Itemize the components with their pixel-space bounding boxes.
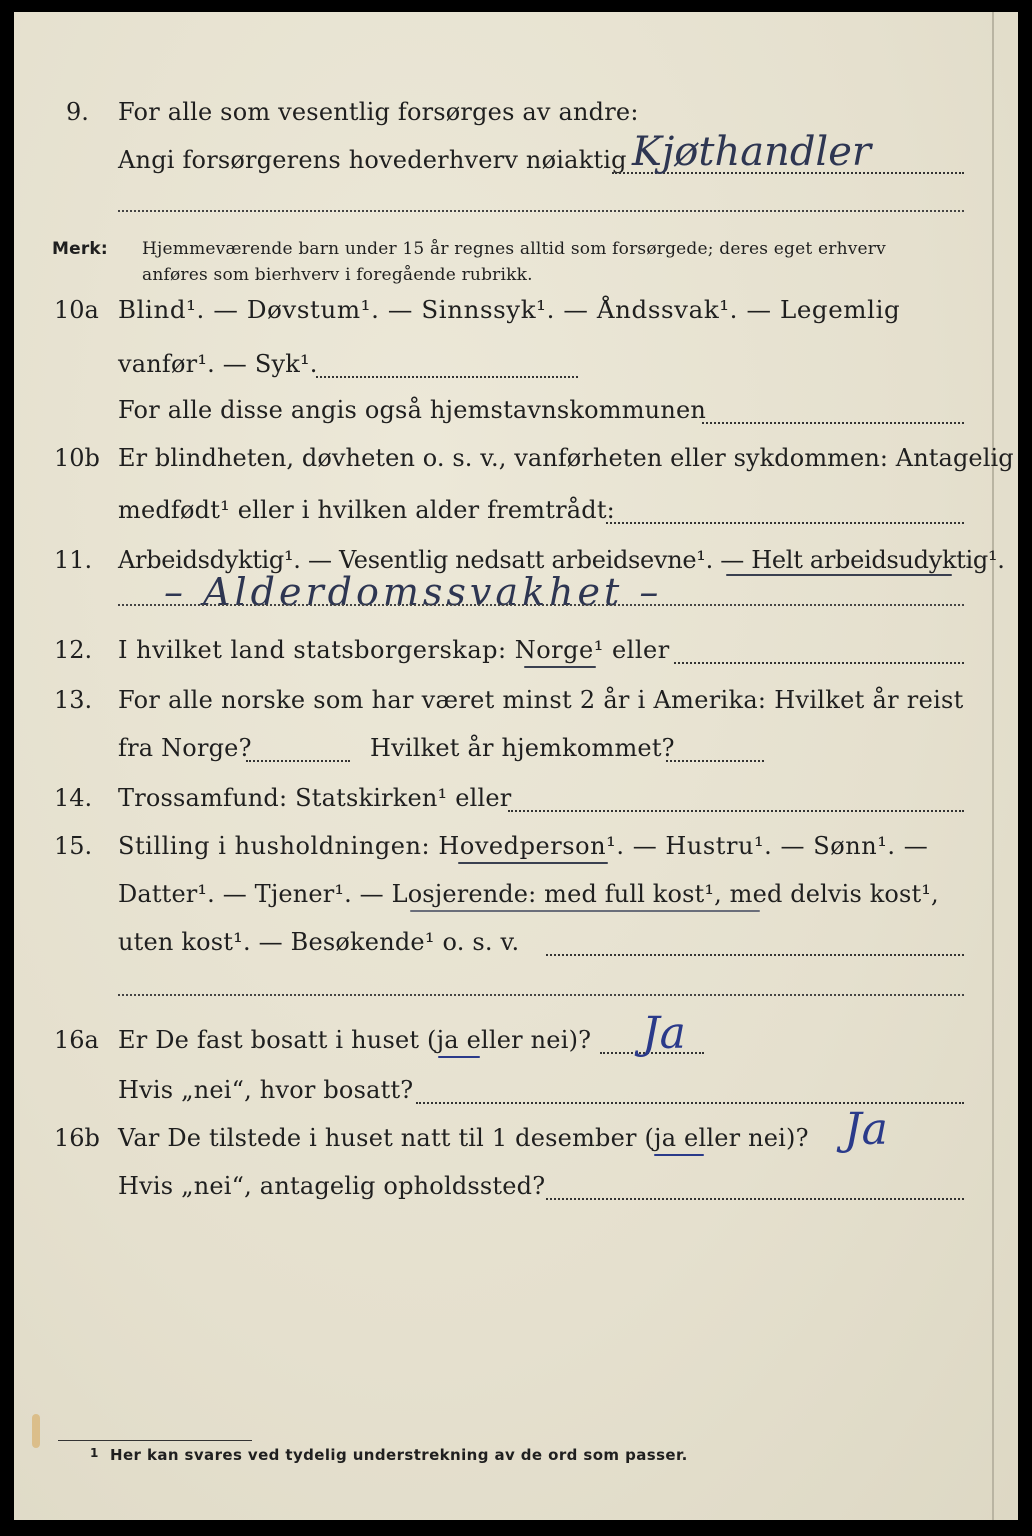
q11-number: 11. (54, 546, 93, 574)
q12-answer-line (674, 662, 964, 664)
footnote-text: Her kan svares ved tydelig understrekning av de ord som passer. (110, 1446, 688, 1464)
q9-extra-line (118, 210, 964, 212)
q9-line2: Angi forsørgerens hovederhverv nøiaktig (118, 146, 627, 174)
q10a-line3: For alle disse angis også hjemstavnskommunen (118, 396, 707, 424)
page-edge (992, 12, 994, 1520)
q10a-number: 10a (54, 296, 99, 324)
q16a-line2: Hvis „nei“, hvor bosatt? (118, 1076, 414, 1104)
q13-reist-answer-line (246, 760, 350, 762)
q15-underline-hovedperson (458, 862, 608, 864)
q16b-line1: Var De tilstede i huset natt til 1 desember (ja eller nei)? (118, 1124, 809, 1152)
q16b-number: 16b (54, 1124, 100, 1152)
q10a-line2-answer-line (316, 376, 578, 378)
q9-line1: For alle som vesentlig forsørges av andre: (118, 98, 639, 126)
q9-number: 9. (66, 98, 89, 126)
q13-line2b: Hvilket år hjemkommet? (370, 734, 675, 762)
q11-answer-line (118, 604, 964, 606)
q10a-line2: vanfør¹. — Syk¹. (118, 350, 318, 378)
q16a-underline-ja (438, 1056, 480, 1058)
q13-line2a: fra Norge? (118, 734, 252, 762)
q16a-line1: Er De fast bosatt i huset (ja eller nei)? (118, 1026, 592, 1054)
q10b-number: 10b (54, 444, 100, 472)
q16a-answer-handwriting: Ja (642, 1008, 686, 1059)
q16b-line2: Hvis „nei“, antagelig opholdssted? (118, 1172, 546, 1200)
q16a-number: 16a (54, 1026, 99, 1054)
paper-stain (32, 1414, 40, 1448)
q12-number: 12. (54, 636, 93, 664)
footnote-mark: 1 (90, 1446, 99, 1460)
q13-number: 13. (54, 686, 93, 714)
q9-answer-handwriting: Kjøthandler (632, 129, 872, 175)
q10b-line1: Er blindheten, døvheten o. s. v., vanførheten eller sykdommen: Antagelig (118, 444, 1014, 472)
q16b-underline-ja (654, 1154, 704, 1156)
q10a-line3-answer-line (702, 422, 964, 424)
q14-number: 14. (54, 784, 93, 812)
footnote-rule (58, 1440, 252, 1441)
q10b-answer-line (606, 522, 964, 524)
q15-answer-line (546, 954, 964, 956)
q13-hjemkommet-answer-line (666, 760, 764, 762)
q15-line2: Datter¹. — Tjener¹. — Losjerende: med full kost¹, med delvis kost¹, (118, 880, 939, 908)
q11-answer-handwriting: – Alderdomssvakhet – (164, 570, 663, 614)
q12-line1: I hvilket land statsborgerskap: Norge¹ eller (118, 636, 670, 664)
q15-line1: Stilling i husholdningen: Hovedperson¹. — Hustru¹. — Sønn¹. — (118, 832, 929, 860)
q14-answer-line (508, 810, 964, 812)
q16b-answer-handwriting: Ja (844, 1104, 888, 1155)
q15-line3: uten kost¹. — Besøkende¹ o. s. v. (118, 928, 520, 956)
q16b-answer-line (546, 1198, 964, 1200)
q15-extra-line (118, 994, 964, 996)
q15-number: 15. (54, 832, 93, 860)
q11-underline-helt-arbeidsudyktig (726, 574, 952, 576)
census-form-page (14, 12, 1018, 1520)
merk-line2: anføres som bierhverv i foregående rubrikk. (142, 265, 533, 285)
q15-underline-losjerende (410, 910, 760, 912)
merk-line1: Hjemmeværende barn under 15 år regnes alltid som forsørgede; deres eget erhverv (142, 239, 886, 259)
q14-line1: Trossamfund: Statskirken¹ eller (118, 784, 512, 812)
q13-line1: For alle norske som har været minst 2 år i Amerika: Hvilket år reist (118, 686, 964, 714)
q11-line1: Arbeidsdyktig¹. — Vesentlig nedsatt arbeidsevne¹. — Helt arbeidsudyktig¹. (118, 546, 1005, 574)
q12-underline-norge (524, 666, 596, 668)
q10a-line1: Blind¹. — Døvstum¹. — Sinnssyk¹. — Åndssvak¹. — Legemlig (118, 295, 901, 324)
merk-label: Merk: (52, 239, 108, 259)
q10b-line2: medfødt¹ eller i hvilken alder fremtrådt: (118, 496, 615, 524)
